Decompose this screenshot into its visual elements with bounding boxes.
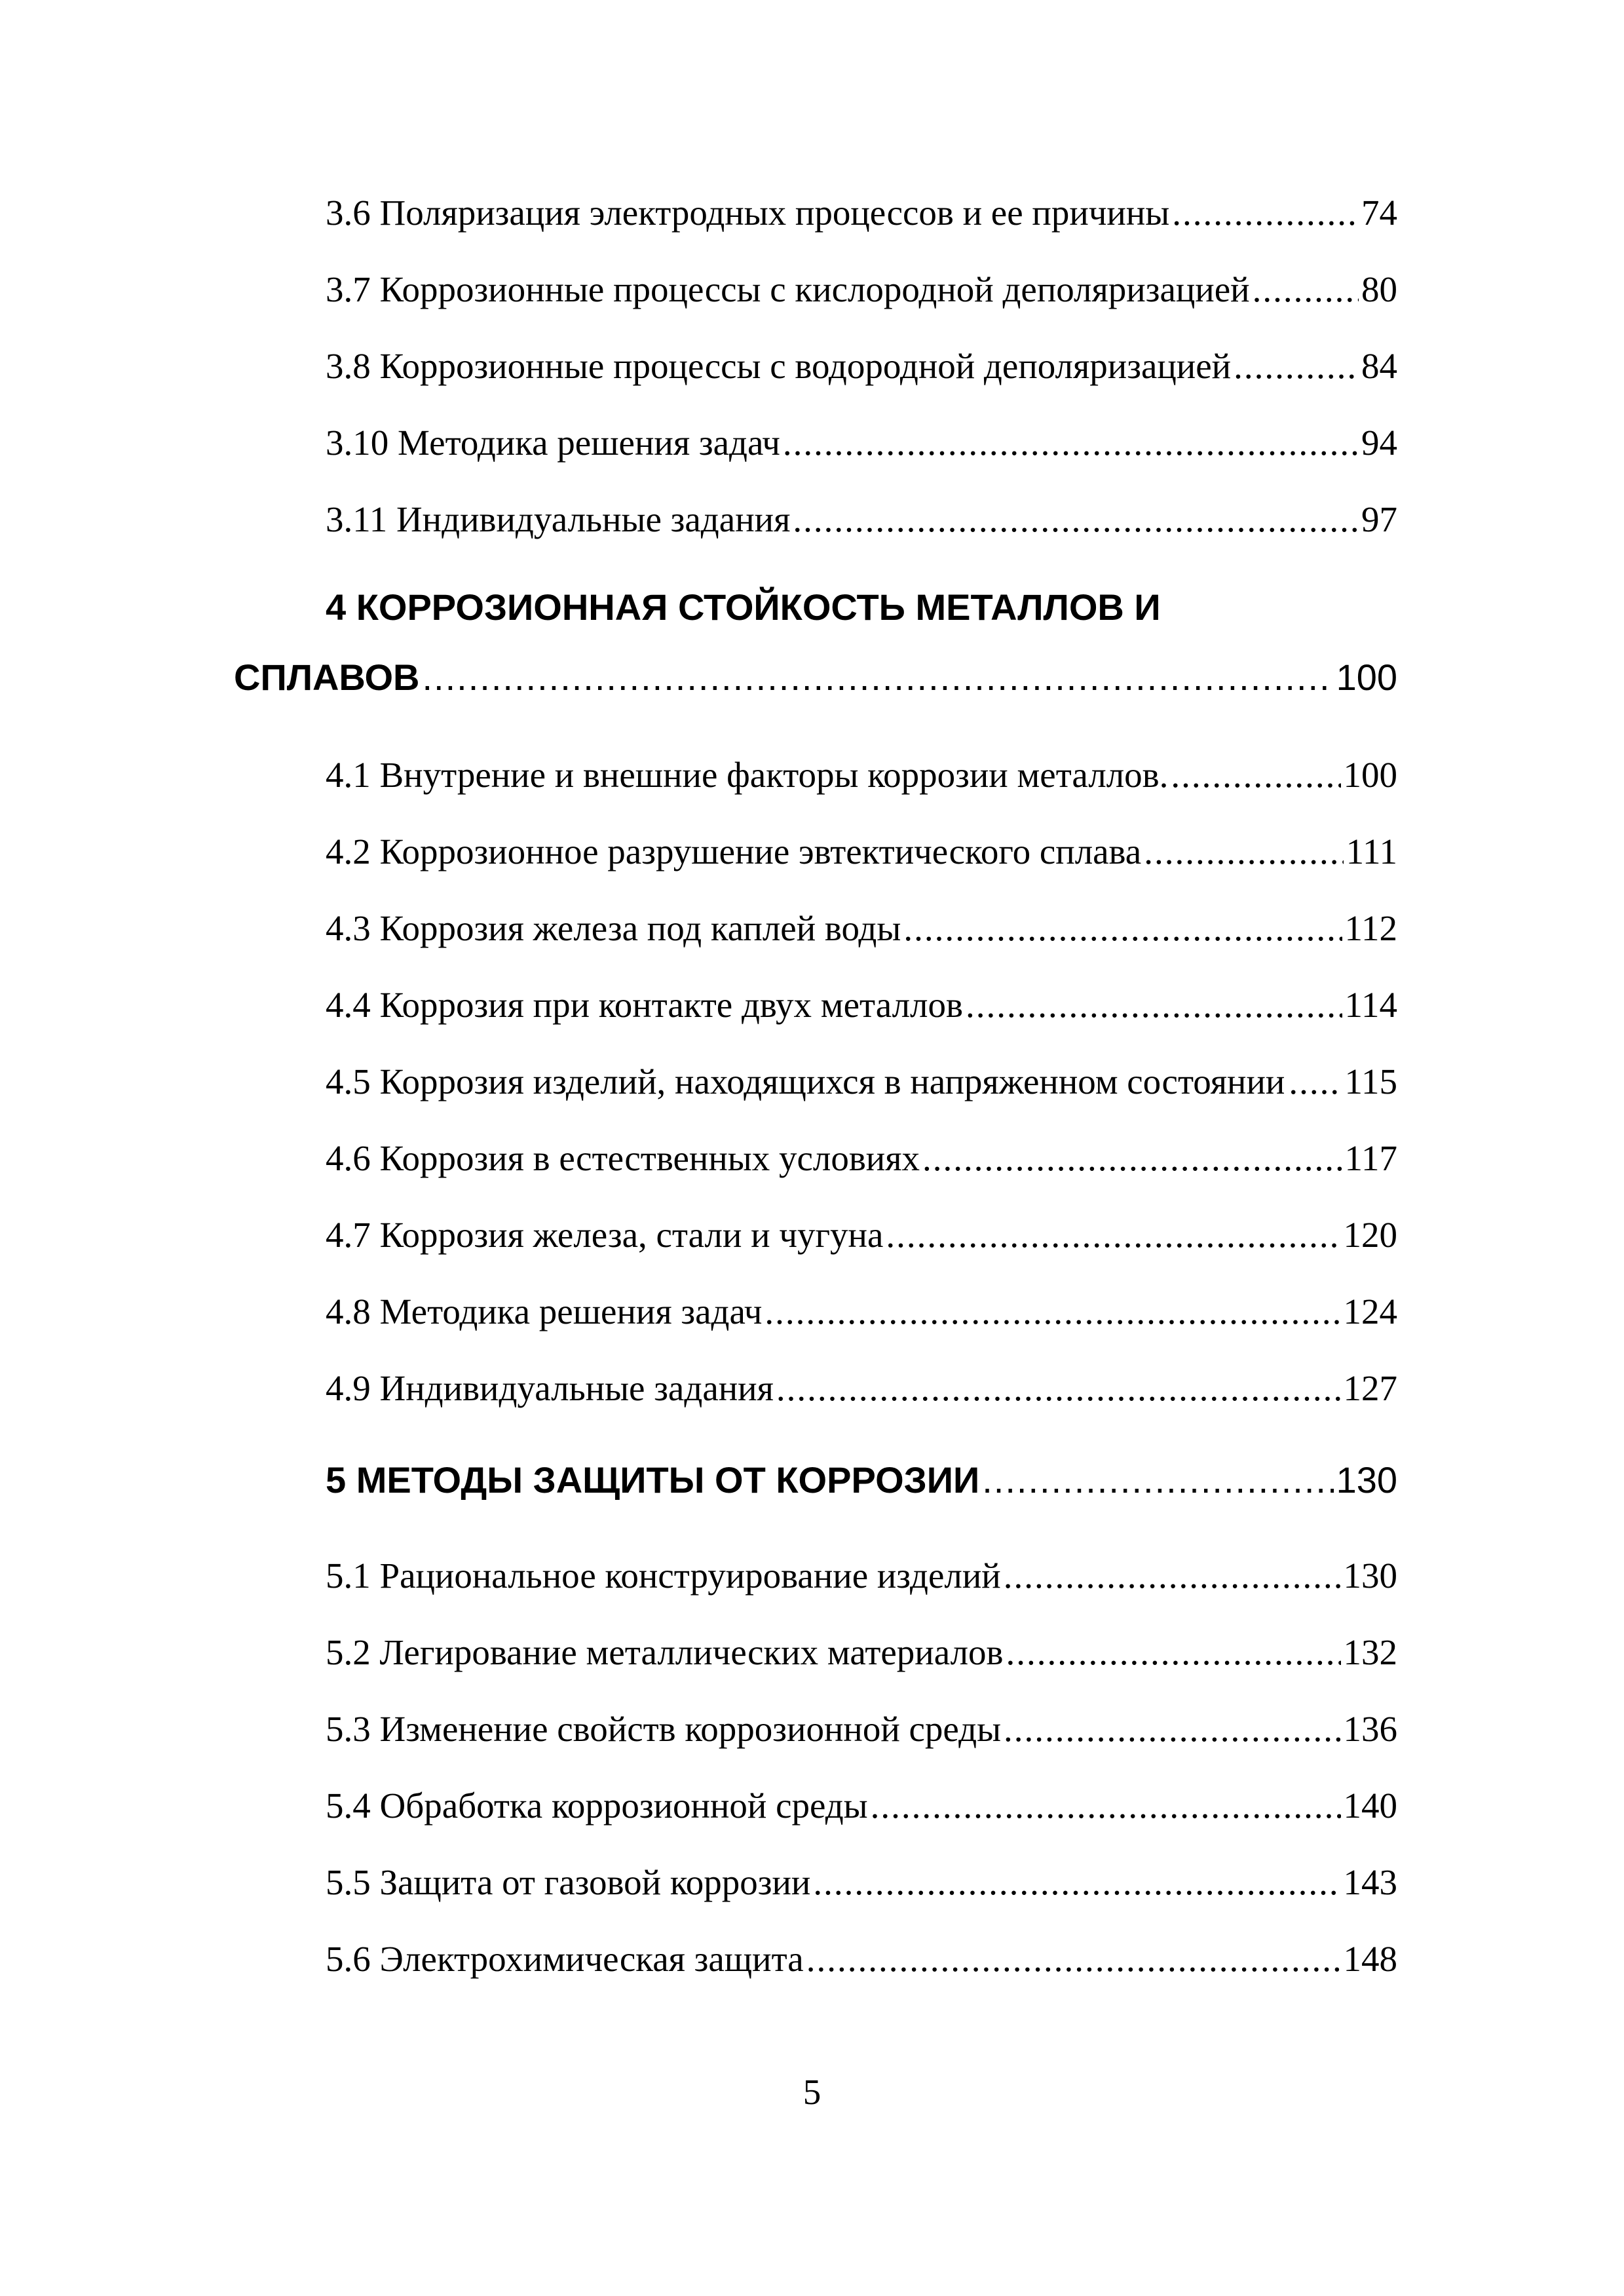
- toc-entry-5-3[interactable]: [326, 1708, 1397, 1751]
- toc-entry-5-6[interactable]: [326, 1938, 1397, 1981]
- dot-leader: [783, 421, 1359, 465]
- toc-entry-title: 4.6 Коррозия в естественных условиях: [326, 1138, 920, 1178]
- toc-entry-3-7[interactable]: [326, 268, 1397, 311]
- dot-leader: [1004, 1708, 1340, 1751]
- chapter-page: 130: [1336, 1459, 1397, 1501]
- toc-entry-title: 5.4 Обработка коррозионной среды: [326, 1786, 868, 1826]
- dot-leader: [966, 984, 1342, 1027]
- toc-entry-5-5[interactable]: [326, 1861, 1397, 1904]
- toc-entry-title: 4.3 Коррозия железа под каплей воды: [326, 908, 901, 948]
- toc-entry-4-1[interactable]: [326, 754, 1397, 797]
- toc-entry-3-11[interactable]: [326, 498, 1397, 541]
- toc-entry-title: 3.8 Коррозионные процессы с водородной деполяризацией: [326, 346, 1232, 386]
- toc-entry-3-8[interactable]: [326, 345, 1397, 388]
- toc-entry-page: 100: [1343, 755, 1397, 795]
- toc-entry-title: 4.8 Методика решения задач: [326, 1292, 763, 1331]
- chapter-5-heading[interactable]: [326, 1458, 1397, 1502]
- toc-entry-3-10[interactable]: [326, 421, 1397, 465]
- toc-entry-title: 4.1 Внутрение и внешние факторы коррозии металлов.: [326, 755, 1169, 795]
- dot-leader: [1006, 1631, 1341, 1674]
- toc-entry-title: 4.4 Коррозия при контакте двух металлов: [326, 985, 963, 1025]
- toc-entry-page: 130: [1343, 1556, 1397, 1596]
- toc-entry-page: 80: [1361, 269, 1397, 309]
- toc-entry-page: 143: [1343, 1862, 1397, 1902]
- toc-entry-page: 74: [1361, 193, 1397, 233]
- toc-entry-5-4[interactable]: [326, 1784, 1397, 1827]
- toc-entry-4-2[interactable]: [326, 830, 1397, 873]
- dot-leader: [776, 1367, 1341, 1410]
- toc-entry-page: 97: [1361, 499, 1397, 539]
- toc-entry-3-6[interactable]: [326, 191, 1397, 235]
- dot-leader: [1144, 830, 1343, 873]
- toc-entry-page: 127: [1343, 1368, 1397, 1408]
- toc-entry-page: 111: [1346, 832, 1397, 871]
- toc-entry-title: 3.10 Методика решения задач: [326, 423, 780, 463]
- toc-entry-4-9[interactable]: [326, 1367, 1397, 1410]
- toc-entry-page: 124: [1343, 1292, 1397, 1331]
- dot-leader: [886, 1214, 1340, 1257]
- dot-leader: [922, 1137, 1342, 1180]
- dot-leader: [871, 1784, 1341, 1827]
- dot-leader: [903, 907, 1342, 950]
- chapter-title: СПЛАВОВ: [234, 657, 420, 698]
- toc-entry-title: 3.11 Индивидуальные задания: [326, 499, 791, 539]
- toc-entry-page: 140: [1343, 1786, 1397, 1826]
- dot-leader: [813, 1861, 1340, 1904]
- dot-leader: [806, 1938, 1341, 1981]
- toc-entry-4-6[interactable]: [326, 1137, 1397, 1180]
- toc-entry-title: 4.7 Коррозия железа, стали и чугуна: [326, 1215, 884, 1255]
- toc-entry-title: 5.2 Легирование металлических материалов: [326, 1632, 1004, 1672]
- toc-entry-title: 5.3 Изменение свойств коррозионной среды: [326, 1709, 1002, 1749]
- toc-entry-5-2[interactable]: [326, 1631, 1397, 1674]
- toc-entry-title: 5.5 Защита от газовой коррозии: [326, 1862, 811, 1902]
- toc-entry-4-3[interactable]: [326, 907, 1397, 950]
- toc-entry-page: 114: [1344, 985, 1397, 1025]
- dot-leader: [765, 1290, 1340, 1333]
- toc-entry-title: 4.5 Коррозия изделий, находящихся в напряженном состоянии: [326, 1062, 1285, 1101]
- toc-entry-title: 3.7 Коррозионные процессы с кислородной деполяризацией: [326, 269, 1250, 309]
- toc-entry-4-5[interactable]: [326, 1060, 1397, 1103]
- toc-entry-page: 136: [1343, 1709, 1397, 1749]
- dot-leader: [982, 1458, 1333, 1502]
- toc-entry-page: 132: [1343, 1632, 1397, 1672]
- dot-leader: [1004, 1554, 1341, 1598]
- dot-leader: [422, 655, 1333, 700]
- page-number: 5: [803, 2072, 821, 2112]
- toc-entry-title: 4.9 Индивидуальные задания: [326, 1368, 774, 1408]
- toc-entry-title: 5.1 Рациональное конструирование изделий: [326, 1556, 1001, 1596]
- toc-entry-5-1[interactable]: [326, 1554, 1397, 1598]
- chapter-4-heading[interactable]: [234, 655, 1397, 700]
- chapter-page: 100: [1336, 657, 1397, 698]
- toc-entry-page: 117: [1344, 1138, 1397, 1178]
- toc-entry-4-7[interactable]: [326, 1214, 1397, 1257]
- toc-entry-title: 5.6 Электрохимическая защита: [326, 1939, 804, 1979]
- toc-entry-page: 148: [1343, 1939, 1397, 1979]
- toc-entry-page: 84: [1361, 346, 1397, 386]
- toc-entry-page: 112: [1344, 908, 1397, 948]
- dot-leader: [1172, 191, 1359, 235]
- toc-entry-page: 120: [1343, 1215, 1397, 1255]
- dot-leader: [1234, 345, 1359, 388]
- chapter-4-heading-line1[interactable]: 4 КОРРОЗИОННАЯ СТОЙКОСТЬ МЕТАЛЛОВ И: [326, 586, 1161, 628]
- chapter-title: 5 МЕТОДЫ ЗАЩИТЫ ОТ КОРРОЗИИ: [326, 1459, 980, 1501]
- toc-entry-page: 94: [1361, 423, 1397, 463]
- toc-entry-title: 4.2 Коррозионное разрушение эвтектического сплава: [326, 832, 1142, 871]
- dot-leader: [1289, 1060, 1340, 1103]
- toc-entry-title: 3.6 Поляризация электродных процессов и ее причины: [326, 193, 1170, 233]
- toc-entry-4-4[interactable]: [326, 984, 1397, 1027]
- dot-leader: [1253, 268, 1359, 311]
- dot-leader: [793, 498, 1359, 541]
- toc-entry-4-8[interactable]: [326, 1290, 1397, 1333]
- toc-entry-page: 115: [1344, 1062, 1397, 1101]
- dot-leader: [1171, 754, 1340, 797]
